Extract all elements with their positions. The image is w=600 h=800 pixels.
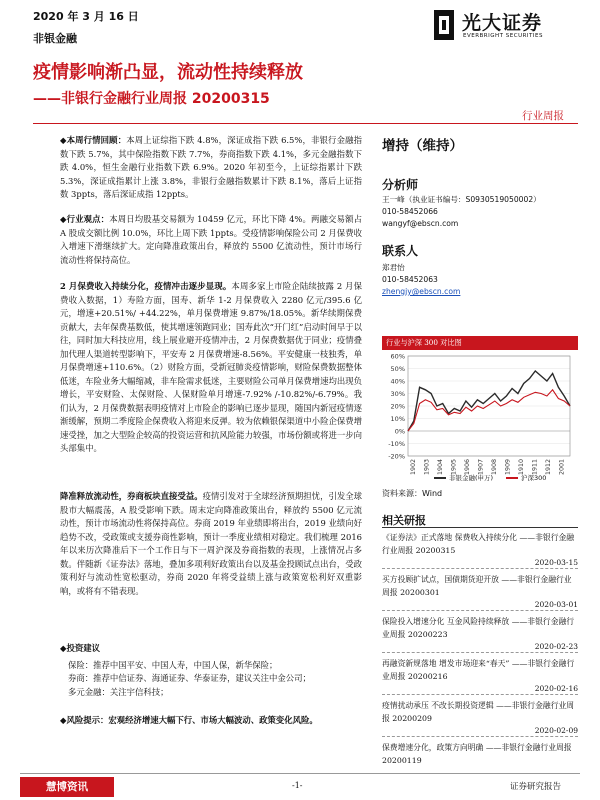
risk-warning [60,714,362,728]
chart-source: 资料来源：Wind [382,489,443,498]
invest-item: 保险：推荐中国平安、中国人寿，中国人保，新华保险； [68,659,278,670]
weekly-review-paragraph [60,134,362,202]
report-subtitle: ——非银行金融行业周报 20200315 [33,91,270,107]
x-tick-label: 2001 [558,459,566,476]
report-date: 2020 年 3 月 16 日 [33,10,139,23]
related-report-date: 2020-02-16 [534,684,578,693]
x-tick-label: 1908 [490,459,498,476]
comparison-chart [382,352,578,484]
weekly-review-text: 本周上证综指下跌 4.8%，深证成指下跌 6.5%，非银行金融指数下跌 5.7%，其中保险指数下跌 7.7%，券商指数下跌 4.1%，多元金融指数下跌 4.0%，恒生金融行业指数下跌 6.9%。2020 年初至今，上证综指累计下跌 5.3%，深证成指累计上涨 3.8%，非银行金融指数累计下跌 8.1%，落后上证指数 3ppts，落后深证成指 12ppts。 [60,135,362,199]
x-tick-label: 1910 [517,459,525,476]
related-report-link[interactable]: 疫情扰动承压 不改长期投资逻辑 ——非银行金融行业周报 20200209 [382,701,575,723]
related-separator [382,736,578,737]
related-reports-heading: 相关研报 [382,514,426,527]
industry-view-heading: ◆行业观点： [60,214,110,224]
analyst-phone: 010-58452066 [382,207,438,216]
analyst-email: wangyf@ebscn.com [382,219,459,228]
related-report-link[interactable]: 《证券法》正式落地 保费收入持续分化 ——非银行金融行业周报 20200315 [382,533,575,555]
invest-item: 多元金融：关注宇信科技； [68,686,169,697]
x-tick-label: 1905 [450,459,458,476]
page-number: -1- [292,781,303,790]
related-report-link[interactable]: 再融资新规落地 增发市场迎来“春天” ——非银行金融行业周报 20200216 [382,659,575,681]
y-tick-label: 60% [390,352,405,361]
analyst-heading: 分析师 [382,178,419,192]
investment-advice [60,642,362,699]
x-tick-label: 1909 [504,459,512,476]
y-tick-label: 10% [390,415,405,423]
chart-title: 行业与沪深 300 对比图 [382,336,578,350]
related-report-link[interactable]: 买方投顾扩试点，国债期货迎开放 ——非银行金融行业周报 20200301 [382,575,572,597]
premium-heading: 2 月保费收入持续分化，疫情冲击逐步显现。 [60,281,232,291]
industry-view-paragraph [60,213,362,267]
industry-view-text: 本周日均股基交易额为 10459 亿元，环比下降 4%。两融交易额占 A 股成交额比例 10.0%，环比上周下跌 1ppts。受疫情影响保险公司 2 月保费收入增速下滑继续扩大。定向降准政策出台，释放约 5500 亿流动性，预计市场行流动性将保持高位。 [60,214,362,265]
series-line [408,371,570,431]
y-tick-label: 50% [390,365,405,373]
legend-label: 非银金融(申万) [449,474,494,482]
related-report-date: 2020-03-01 [534,600,578,609]
y-tick-label: -20% [388,452,405,461]
risk-heading: ◆风险提示： [60,715,109,725]
footer-report-type: 证券研究报告 [510,782,562,792]
x-tick-label: 1912 [544,459,552,476]
investment-heading: ◆投资建议 [60,643,100,653]
risk-text: 宏观经济增速大幅下行、市场大幅波动、政策变化风险。 [108,715,318,725]
x-tick-label: 1907 [477,459,485,476]
contact-phone: 010-58452063 [382,275,438,284]
industry-category: 非银金融 [33,32,77,45]
y-tick-label: 30% [390,390,405,398]
related-report-link[interactable]: 保险投入增速分化 互金风险持续释放 ——非银行金融行业周报 20200223 [382,617,575,639]
related-report-date: 2020-02-09 [534,726,578,735]
legend-label: 沪深300 [521,474,547,482]
y-tick-label: 0% [394,427,405,436]
x-tick-label: 1903 [423,459,431,476]
invest-item: 券商：推荐中信证券、海通证券、华泰证券，建议关注中金公司； [68,673,311,683]
logo-subtext: EVERBRIGHT SECURITIES [463,33,543,39]
y-tick-label: 40% [390,377,405,386]
contact-email-link[interactable]: zhengjy@ebscn.com [382,287,461,296]
rating: 增持（维持） [382,138,463,154]
report-title: 疫情影响渐凸显，流动性持续释放 [33,62,303,83]
logo-mark-icon [430,8,458,42]
related-report-date: 2020-03-15 [534,558,578,567]
y-tick-label: 20% [390,402,405,411]
contact-heading: 联系人 [382,244,419,258]
related-separator [382,610,578,611]
x-tick-label: 1904 [436,459,444,476]
footer-brand: 慧博资讯 [20,777,114,797]
rrr-cut-heading: 降准释放流动性，券商板块直接受益。 [60,491,203,501]
weekly-review-heading: ◆本周行情回顾： [60,135,127,145]
y-tick-label: -10% [388,440,405,448]
related-separator [382,568,578,569]
related-report-date: 2020-02-23 [534,642,578,651]
x-tick-label: 1902 [409,459,417,476]
footer-divider [20,773,580,774]
related-divider [382,527,578,528]
related-separator [382,694,578,695]
x-tick-label: 1911 [531,459,539,476]
contact-name: 郑君怡 [382,263,405,272]
related-report-link[interactable]: 保费增速分化，政策方向明确 ——非银行金融行业周报 20200119 [382,743,572,765]
logo-text: 光大证券 [462,12,543,34]
premium-paragraph [60,280,362,456]
rrr-cut-text: 疫情引发对于全球经济预期担忧，引发全球股市大幅震荡，A 股受影响下跌。周末定向降准政策出台，释放约 5500 亿元流动性，预计市场流动性将保持高位。券商 2019 年业绩即将出台，2019 业绩向好趋势不改，受政策或支援券商性影响，预计一季度业绩相对稳定。我们梳理 2016 年以来历次降准后下一个工作日与下一周沪深及券商指数的表现，上涨情况占多数。伴随新《证券法》落地，叠加多项利好政策出台以及基金投顾试点出台，受政策利好与流动性宽松驱动，券商 2020 年将受益绩上涨与政策宽松利好双重影响，或将有不错表现。 [60,491,363,596]
rrr-cut-paragraph [60,490,362,598]
analyst-name: 王一峰（执业证书编号：S0930519050002） [382,195,541,204]
x-tick-label: 1906 [463,459,471,476]
title-divider [33,123,578,124]
premium-text: 本周多家上市险企陆续披露 2 月保费收入数据，1）寿险方面，国寿、新华 1-2 月保费收入 2280 亿元/395.6 亿元，增速+20.51%/ +44.22%，单月保费增速 9.87%/18.05%。新华续期保费贡献大，去年保费基数低，使其增速领跑同业；国寿此次“开门红”启动时间早于以往，同时加大科技应用，线上展业避开疫情冲击，2 月保费数据优于同业；疫情叠加代理人渠道转型影响下，平安寿 2 月保费增速-8.56%。平安健康一枝独秀，单月保费增速+110.6%。（2）财险方面，受新冠肺炎疫情影响，财险保费数据整体低迷，车险业务大幅缩减，非车险需求低迷，主要财险公司单月保费增速均出现负增长，平安财险、太保财险、人保财险单月增速-7.92% /-10.82%/-6.79%。我们认为，2 月保费数据表明疫情对上市险企的影响已逐步显现，随国内新冠疫情逐渐缓解，预期二季度险企保费收入将迎来反弹。较为依赖银保渠道中小险企保费增速受挫，加之大型险企较高的投资运营和抗风险能力较强，市场份额或将进一步向头部集中。 [60,281,362,453]
related-separator [382,652,578,653]
report-type-tag: 行业周报 [522,110,564,122]
